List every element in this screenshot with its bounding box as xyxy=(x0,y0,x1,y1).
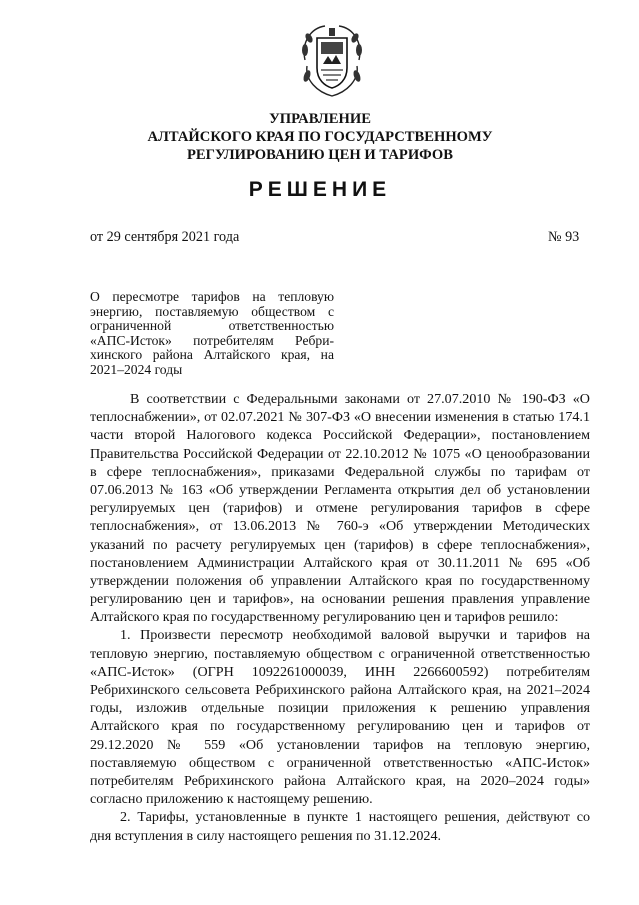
body-line: согласно приложению к настоящему решению. xyxy=(90,791,373,808)
document-body xyxy=(90,390,590,845)
subject-line: «АПС-Исток» потребителям Ребри- xyxy=(90,332,334,348)
document-number: № 93 xyxy=(548,229,580,245)
body-line: Ребрихинского сельсовета Ребрихинского района Алтайского края, на 2021–2024 xyxy=(90,682,590,698)
body-line: 1. Произвести пересмотр необходимой валовой выручки и тарифов на xyxy=(120,627,590,644)
subject-line: хинского района Алтайского края, на xyxy=(90,347,334,363)
body-line: регулируемых цен (тарифов) и отмене регулирования тарифов в сфере xyxy=(90,500,590,517)
body-line: Алтайского края по государственному регулированию цен и тарифов от xyxy=(90,718,590,735)
body-line: теплоснабжении», от 02.07.2021 № 307-ФЗ «О внесении изменения в статью 174.1 xyxy=(90,409,590,426)
body-line: утверждении положения об управлении Алтайского края по государственному xyxy=(90,572,590,589)
body-line: постановлением Администрации Алтайского края от 30.11.2011 № 695 «Об xyxy=(90,554,590,571)
body-line: Правительства Российской Федерации от 22.10.2012 № 1075 «О ценообразовании xyxy=(90,445,590,462)
org-line-1: УПРАВЛЕНИЕ xyxy=(269,111,371,127)
document-type-title: РЕШЕНИЕ xyxy=(248,178,392,201)
organization-name xyxy=(60,110,580,164)
org-line-2: АЛТАЙСКОГО КРАЯ ПО ГОСУДАРСТВЕННОМУ xyxy=(147,129,493,145)
body-line: 2. Тарифы, установленные в пункте 1 настоящего решения, действуют со xyxy=(120,809,590,826)
body-line: дня вступления в силу настоящего решения по 31.12.2024. xyxy=(90,827,442,844)
subject-line: ограниченной ответственностью xyxy=(90,318,334,334)
body-line: части второй Налогового кодекса Российской Федерации», постановлением xyxy=(90,427,590,444)
body-line: указаний по расчету регулируемых цен (тарифов) в сфере теплоснабжения», xyxy=(90,536,590,553)
subject-block xyxy=(90,290,334,378)
body-line: 07.06.2013 № 163 «Об утверждении Регламента открытия дел об установлении xyxy=(90,481,590,498)
body-line: Алтайского края по государственному регулированию цен и тарифов решило: xyxy=(90,609,559,626)
body-line: тепловую энергию, поставляемую обществом с ограниченной ответственностью xyxy=(90,645,590,662)
body-line: годы, изложив отдельные позиции приложения к решению управления xyxy=(90,700,590,717)
body-line: 29.12.2020 № 559 «Об установлении тарифов на тепловую энергию, xyxy=(90,736,590,753)
body-line: регулированию цен и тарифов», на основании решения правления управление xyxy=(90,591,590,608)
coat-of-arms-icon xyxy=(295,20,369,100)
org-line-3: РЕГУЛИРОВАНИЮ ЦЕН И ТАРИФОВ xyxy=(187,147,453,163)
body-line: в сфере теплоснабжения», приказами Федеральной службы по тарифам от xyxy=(90,463,590,480)
subject-line: энергию, поставляемую обществом с xyxy=(90,303,334,319)
document-date: от 29 сентября 2021 года xyxy=(90,229,240,245)
body-line: В соответствии с Федеральными законами от 27.07.2010 № 190-ФЗ «О xyxy=(130,391,590,407)
body-line: теплоснабжения», от 13.06.2013 № 760-э «Об утверждении Методических xyxy=(90,518,590,535)
body-line: «АПС-Исток» (ОГРН 1092261000039, ИНН 2266600592) потребителям xyxy=(90,663,590,680)
subject-line: О пересмотре тарифов на тепловую xyxy=(90,289,334,304)
subject-line: 2021–2024 годы xyxy=(90,361,183,377)
body-line: потребителям Ребрихинского района Алтайского края, на 2020–2024 годы» xyxy=(90,772,590,789)
body-line: поставляемую обществом с ограниченной ответственностью «АПС-Исток» xyxy=(90,754,590,771)
